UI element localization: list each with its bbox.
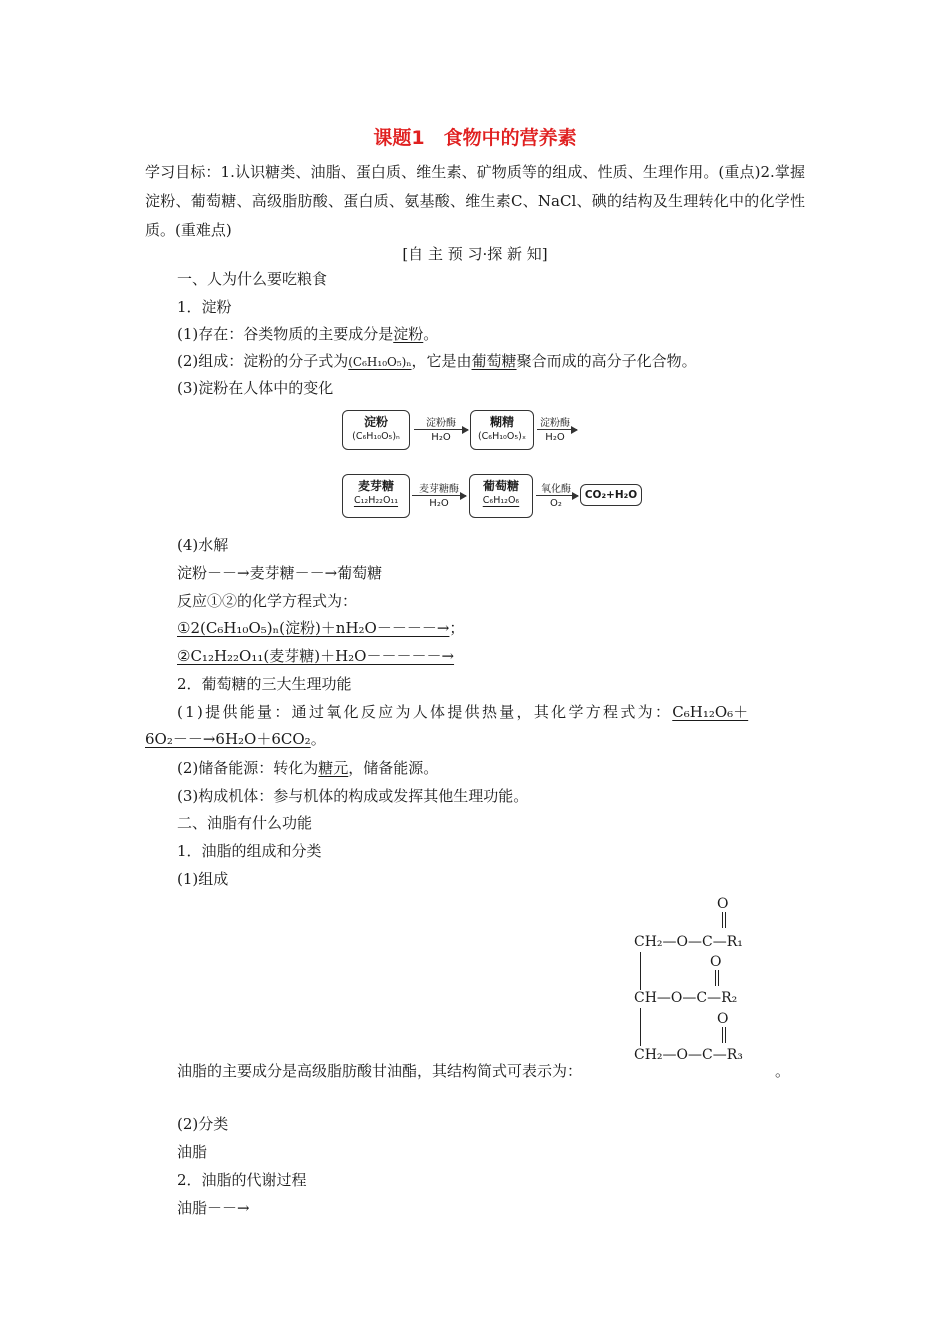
section2-heading: 二、油脂有什么功能 xyxy=(177,814,313,832)
fat-metabolism-chain: 油脂－－→ xyxy=(177,1199,250,1217)
glucose-function-2: (2)储备能源：转化为糖元，储备能源。 xyxy=(177,759,439,777)
glucose-heading: 2．葡萄糖的三大生理功能 xyxy=(177,675,352,693)
flow-box-starch: 淀粉 (C₆H₁₀O₅)ₙ xyxy=(342,410,410,450)
learning-objectives: 学习目标：1.认识糖类、油脂、蛋白质、维生素、矿物质等的组成、性质、生理作用。(重点)2.掌握淀粉、葡萄糖、高级脂肪酸、蛋白质、氨基酸、维生素C、NaCl、碘的结构及生理转化中的化学性质。(重难点) xyxy=(145,163,805,239)
carbonyl-bond-3 xyxy=(722,1027,724,1043)
fat-metabolism-heading: 2．油脂的代谢过程 xyxy=(177,1171,307,1189)
flow-arrow1-label-bottom: H₂O xyxy=(431,432,451,443)
glucose-function-3: (3)构成机体：参与机体的构成或发挥其他生理功能。 xyxy=(177,787,529,805)
hydrolysis-heading: (4)水解 xyxy=(177,536,229,554)
fat-composition-text: 油脂的主要成分是高级脂肪酸甘油酯，其结构简式可表示为： xyxy=(177,1062,583,1080)
carbonyl-o-1: O xyxy=(717,896,729,912)
flow-arrow-2 xyxy=(537,429,577,430)
starch-composition: (2)组成：淀粉的分子式为(C₆H₁₀O₅)ₙ，它是由葡萄糖聚合而成的高分子化合物。 xyxy=(177,352,697,370)
equation-2: ②C₁₂H₂₂O₁₁(麦芽糖)＋H₂O－－－－－→ xyxy=(177,647,455,665)
answer-starch-formula: (C₆H₁₀O₅)ₙ xyxy=(348,355,412,369)
hydrolysis-chain: 淀粉－－→麦芽糖－－→葡萄糖 xyxy=(177,564,383,582)
structure-row-2: CH—O—C—R₂ xyxy=(634,990,738,1006)
flow-arrow2-label-top: 淀粉酶 xyxy=(540,418,570,429)
glucose-function-1: (1)提供能量：通过氧化反应为人体提供热量，其化学方程式为：C₆H₁₂O₆＋ xyxy=(177,703,749,721)
structure-row-3: CH₂—O—C—R₃ xyxy=(634,1047,743,1063)
starch-change-heading: (3)淀粉在人体中的变化 xyxy=(177,379,334,397)
flow-arrow1-label-top: 淀粉酶 xyxy=(426,418,456,429)
equation-1: ①2(C₆H₁₀O₅)ₙ(淀粉)＋nH₂O－－－－→； xyxy=(177,619,465,637)
fat-composition-end: 。 xyxy=(775,1062,791,1080)
flow-arrow-3 xyxy=(412,495,466,496)
backbone-bond-2 xyxy=(640,1008,642,1046)
fat-class-item: 油脂 xyxy=(177,1143,208,1161)
carbonyl-bond-2 xyxy=(715,970,717,986)
equation-intro: 反应①②的化学方程式为： xyxy=(177,592,358,610)
carbonyl-o-3: O xyxy=(717,1011,729,1027)
backbone-bond-1 xyxy=(640,952,642,990)
flow-box-glucose: 葡萄糖 C₆H₁₂O₆ xyxy=(469,474,533,518)
glucose-function-1-cont: 6O₂－－→6H₂O＋6CO₂。 xyxy=(145,730,326,748)
starch-existence: (1)存在：谷类物质的主要成分是淀粉。 xyxy=(177,325,439,343)
structure-row-1: CH₂—O—C—R₁ xyxy=(634,934,743,950)
fat-composition-heading: 1．油脂的组成和分类 xyxy=(177,842,322,860)
carbonyl-bond-1 xyxy=(722,912,724,928)
flow-arrow2-label-bottom: H₂O xyxy=(545,432,565,443)
page-title: 课题1 食物中的营养素 xyxy=(373,127,577,149)
carbonyl-bond-2b xyxy=(718,970,720,986)
fat-composition-sub: (1)组成 xyxy=(177,870,229,888)
flow-box-dextrin: 糊精 (C₆H₁₀O₅)ₓ xyxy=(470,410,534,450)
flow-box-maltose: 麦芽糖 C₁₂H₂₂O₁₁ xyxy=(342,474,410,518)
answer-glucose: 葡萄糖 xyxy=(471,352,517,370)
answer-starch: 淀粉 xyxy=(393,325,424,343)
fat-class-heading: (2)分类 xyxy=(177,1115,229,1133)
starch-heading: 1．淀粉 xyxy=(177,298,232,316)
flow-arrow-1 xyxy=(414,429,468,430)
flow-arrow4-label-bottom: O₂ xyxy=(550,498,562,509)
carbonyl-bond-1b xyxy=(725,912,727,928)
carbonyl-bond-3b xyxy=(725,1027,727,1043)
answer-glycogen: 糖元 xyxy=(318,759,349,777)
flow-arrow4-label-top: 氧化酶 xyxy=(541,484,571,495)
flow-arrow3-label-top: 麦芽糖酶 xyxy=(419,484,459,495)
flow-arrow3-label-bottom: H₂O xyxy=(429,498,449,509)
preview-banner: [自 主 预 习·探 新 知] xyxy=(402,245,548,263)
flow-box-products: CO₂+H₂O xyxy=(580,484,642,506)
carbonyl-o-2: O xyxy=(710,954,722,970)
flow-arrow-4 xyxy=(536,495,578,496)
section1-heading: 一、人为什么要吃粮食 xyxy=(177,270,328,288)
